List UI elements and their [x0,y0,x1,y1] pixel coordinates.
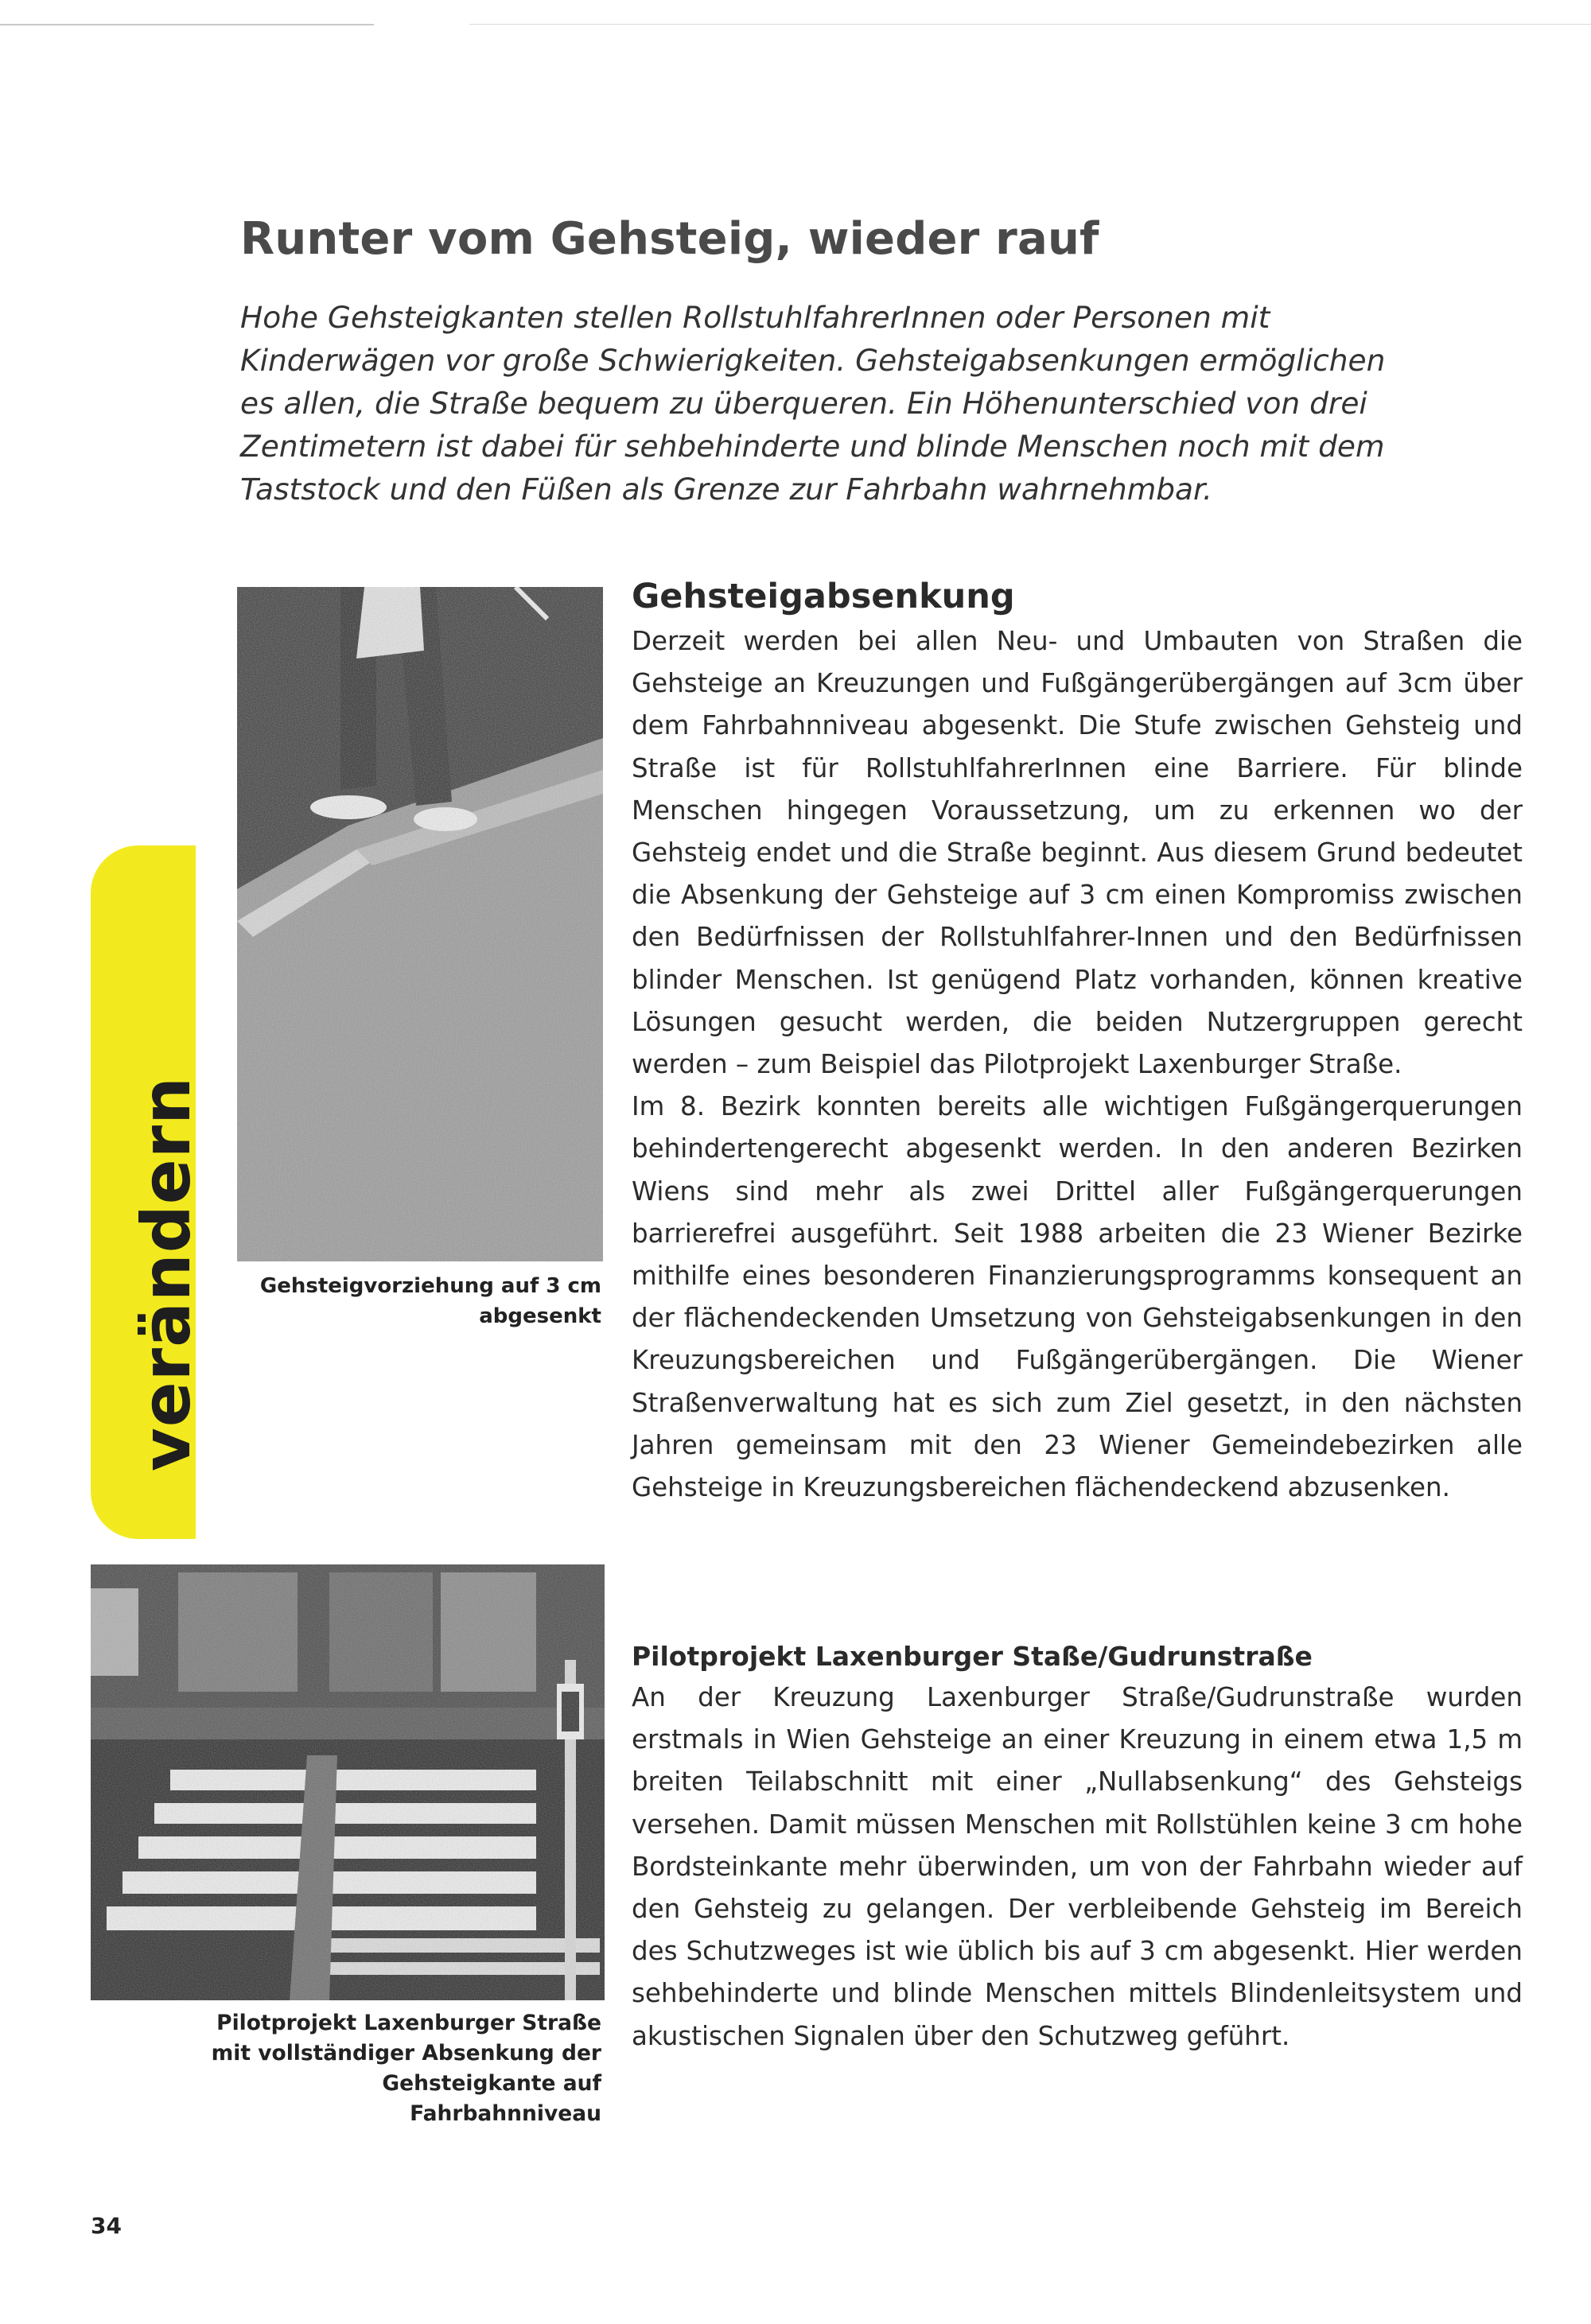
figure-caption: Pilotprojekt Laxenburger Straße mit vollständiger Absenkung der Gehsteigkante auf Fahrbahnniveau [211,2011,601,2126]
page-number: 34 [91,2213,122,2239]
curb-photo [237,587,603,1261]
side-tab-label: verändern [127,1076,205,1471]
section-gehsteigabsenkung [632,573,1523,1509]
body-paragraph: An der Kreuzung Laxenburger Straße/Gudrunstraße wurden erstmals in Wien Gehsteige an einer Kreuzung in einem etwa 1,5 m breiten Teilabschnitt mit einer „Nullabsenkung“ des Gehsteigs versehen. Damit müssen Menschen mit Rollstühlen keine 3 cm hohe Bordsteinkante mehr überwinden, um von der Fahrbahn wieder auf den Gehsteig zu gelangen. Der verbleibende Gehsteig im Bereich des Schutzweges ist wie üblich bis auf 3 cm abgesenkt. Hier werden sehbehinderte und blinde Menschen mittels Blindenleitsystem und akustischen Signalen über den Schutzweg geführt. [632,1682,1523,2051]
top-border-line [469,24,1591,25]
intro-paragraph: Hohe Gehsteigkanten stellen RollstuhlfahrerInnen oder Personen mit Kinderwägen vor große Schwierigkeiten. Gehsteigabsenkungen ermöglichen es allen, die Straße bequem zu überqueren. Ein Höhenunterschied von drei Zentimetern ist dabei für sehbehinderte und blinde Menschen noch mit dem Taststock und den Füßen als Grenze zur Fahrbahn wahrnehmbar. [240,300,1386,507]
crosswalk-photo [91,1564,605,2000]
body-paragraph: Im 8. Bezirk konnten bereits alle wichtigen Fußgängerquerungen behindertengerecht abgesenkt werden. In den anderen Bezirken Wiens sind mehr als zwei Drittel aller Fußgängerquerungen barrierefrei ausgeführt. Seit 1988 arbeiten die 23 Wiener Bezirke mithilfe eines besonderen Finanzierungsprogramms konsequent an der flächendeckenden Umsetzung von Gehsteigabsenkungen in den Kreuzungsbereichen und Fußgängerübergängen. Die Wiener Straßenverwaltung hat es sich zum Ziel gesetzt, in den nächsten Jahren gemeinsam mit den 23 Wiener Gemeindebezirken alle Gehsteige in Kreuzungsbereichen flächendeckend abzusenken. [632,1091,1523,1503]
section-pilotprojekt [632,1637,1523,2058]
page-title: Runter vom Gehsteig, wieder rauf [240,213,1099,265]
body-paragraph: Derzeit werden bei allen Neu- und Umbauten von Straßen die Gehsteige an Kreuzungen und Fußgängerübergängen auf 3cm über dem Fahrbahnniveau abgesenkt. Die Stufe zwischen Gehsteig und Straße ist für RollstuhlfahrerInnen eine Barriere. Für blinde Menschen hingegen Voraussetzung, um zu erkennen wo der Gehsteig endet und die Straße beginnt. Aus diesem Grund bedeutet die Absenkung der Gehsteige auf 3 cm einen Kompromiss zwischen den Bedürfnissen der Rollstuhlfahrer-Innen und den Bedürfnissen blinder Menschen. Ist genügend Platz vorhanden, können kreative Lösungen gesucht werden, die beiden Nutzergruppen gerecht werden – zum Beispiel das Pilotprojekt Laxenburger Straße. [632,626,1523,1080]
section-heading: Pilotprojekt Laxenburger Staße/Gudrunstraße [632,1641,1313,1672]
figure-caption: Gehsteigvorziehung auf 3 cm abgesenkt [259,1274,601,1328]
top-border-line [0,24,374,25]
section-heading: Gehsteigabsenkung [632,577,1015,616]
